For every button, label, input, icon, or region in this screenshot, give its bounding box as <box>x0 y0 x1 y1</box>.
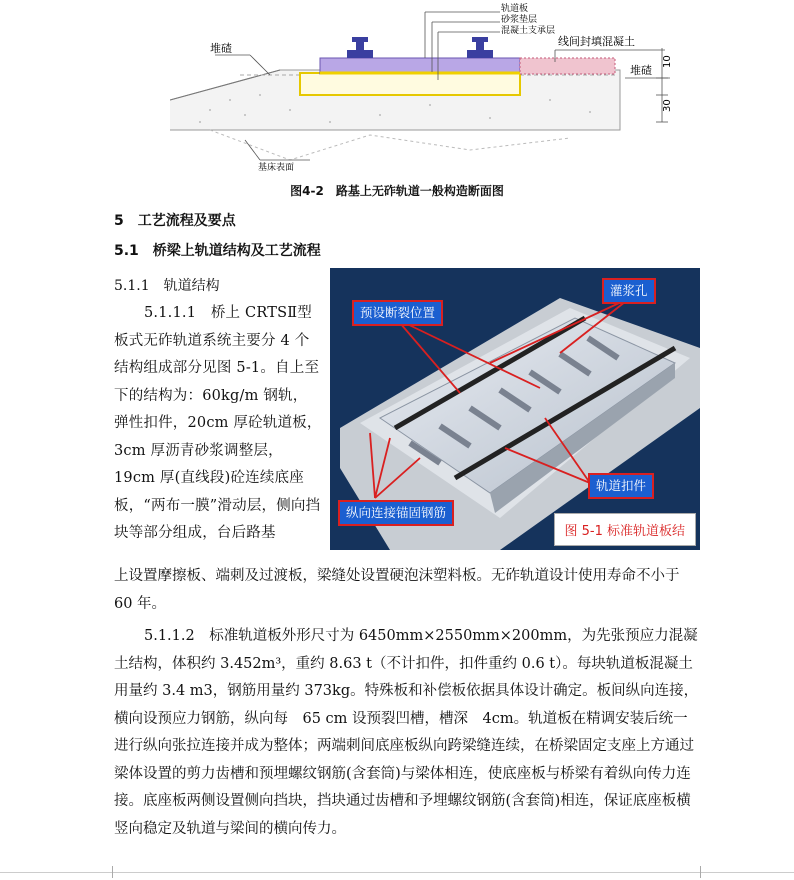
paragraph-5-1-1-1-continued: 上设置摩擦板、端刺及过渡板，梁缝处设置硬泡沫塑料板。无砟轨道设计使用寿命不小于 60 年。 <box>114 568 680 612</box>
label-fill-concrete: 线间封填混凝土 <box>558 35 635 48</box>
paragraph-5-1-1-1: 5.1.1.1 桥上 CRTSⅡ型板式无砟轨道系统主要分 4 个结构组成部分见图 5-1。自上至下的结构为：60kg/m 钢轨，弹性扣件，20cm 厚砼轨道板，3cm 厚沥青砂浆调整层，19cm 厚(直线段)砼连续底座板，“两布一膜”滑动层，侧向挡块等部分组成，台后路基 <box>114 305 322 541</box>
section-heading-5-1: 5.1 桥梁上轨道结构及工艺流程 <box>114 243 321 259</box>
label-dim-30: 30 <box>662 99 673 112</box>
figure-4-2-caption: 图4-2 路基上无砟轨道一般构造断面图 <box>290 184 504 198</box>
label-ballast-right: 堆碴 <box>630 64 652 77</box>
page-bottom-border <box>0 872 794 873</box>
label-precrack-position: 预设断裂位置 <box>352 300 443 326</box>
section-heading-5: 5 工艺流程及要点 <box>114 213 236 229</box>
label-grout-hole: 灌浆孔 <box>602 278 656 304</box>
margin-mark-right <box>700 866 701 878</box>
label-subgrade-surface: 基床表面 <box>258 163 295 173</box>
rail-fastener-right <box>467 37 493 58</box>
section-heading-5-1-1: 5.1.1 轨道结构 <box>114 278 220 294</box>
label-anchor-rebar: 纵向连接锚固钢筋 <box>338 500 454 526</box>
label-dim-10: 10 <box>662 55 673 68</box>
label-rail-plate: 轨道板 <box>501 4 529 14</box>
figure-5-1-caption: 图 5-1 标准轨道板结 <box>554 513 697 546</box>
fill-concrete <box>520 58 615 74</box>
track-slab-photo <box>330 268 700 550</box>
label-ballast-left: 堆碴 <box>210 42 232 55</box>
label-mortar-layer: 砂浆垫层 <box>501 15 538 25</box>
track-cross-section-figure <box>170 0 690 175</box>
label-rail-fastener: 轨道扣件 <box>588 473 654 499</box>
margin-mark-left <box>112 866 113 878</box>
concrete-support-layer <box>300 73 520 95</box>
label-concrete-base: 混凝土支承层 <box>501 26 556 36</box>
subgrade-dashed <box>210 130 570 160</box>
paragraph-5-1-1-2: 5.1.1.2 标准轨道板外形尺寸为 6450mm×2550mm×200mm，为先张预应力混凝土结构，体积约 3.452m³，重约 8.63 t（不计扣件，扣件重约 0.6 t）。每块轨道板混凝土用量约 3.4 m3，钢筋用量约 373kg。特殊板和补偿板依据具体设计确定。板间纵向连接，横向设预应力钢筋，纵向每 65 cm 设预裂凹槽，槽深 4cm。轨道板在精调安装后统一进行纵向张拉连接并成为整体；两端刺间底座板纵向跨梁缝连续，在桥梁固定支座上方通过梁体设置的剪力齿槽和预埋螺纹钢筋(含套筒)与梁体相连，使底座板与桥梁有着纵向传力连接。底座板两侧设置侧向挡块，挡块通过齿槽和予埋螺纹钢筋(含套筒)相连，保证底座板横竖向稳定及轨道与梁间的横向传力。 <box>114 628 699 837</box>
rail-fastener-left <box>347 37 373 58</box>
